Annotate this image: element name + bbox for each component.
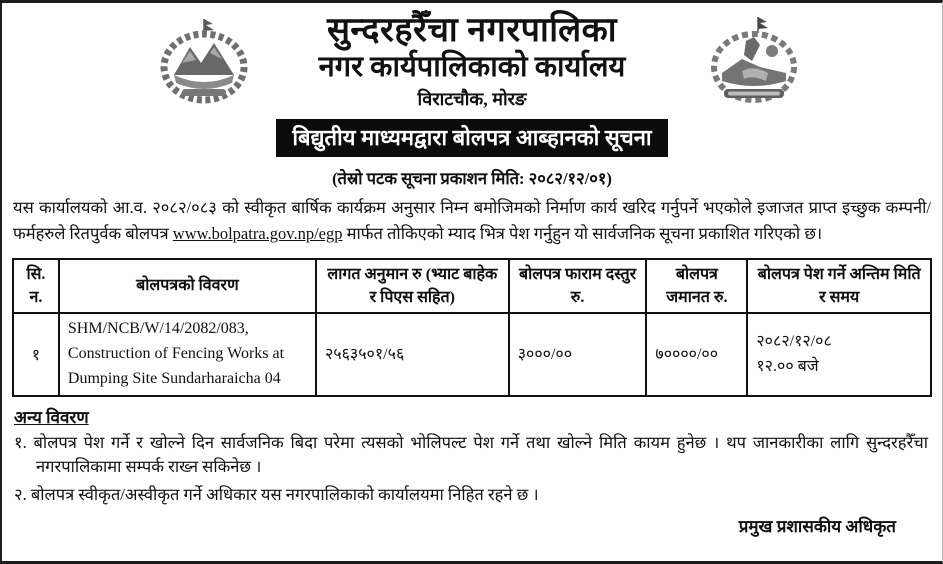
cell-form-fee: ३०००/००	[509, 313, 647, 395]
bid-details-table	[12, 258, 932, 397]
nepal-emblem-icon	[152, 15, 256, 111]
header-cost-estimate: लागत अनुमान रु (भ्याट बाहेक र पिएस सहित)	[316, 259, 509, 313]
cell-bid-bond: ७००००/००	[646, 313, 747, 395]
deadline-time: १२.०० बजे	[756, 358, 819, 376]
table-row	[13, 313, 931, 395]
letterhead	[12, 11, 932, 112]
other-details-item-1: १. बोलपत्र पेश गर्ने र खोल्ने दिन सार्वजनिक बिदा परेमा त्यसको भोलिपल्ट पेश गर्ने तथा खोल्ने मिति कायम हुनेछ । थप जानकारीका लागि सुन्दरहरैँचा नगरपालिकामा सम्पर्क राख्न सकिनेछ ।	[14, 432, 928, 477]
header-bid-description: बोलपत्रको विवरण	[59, 259, 316, 313]
office-address: विराटचौक, मोरङ	[417, 88, 527, 109]
other-details-item-2: २. बोलपत्र स्वीकृत/अस्वीकृत गर्ने अधिकार यस नगरपालिकाको कार्यालयमा निहित रहने छ ।	[14, 485, 539, 505]
header-serial-number: सि. न.	[13, 259, 59, 313]
header-bid-bond: बोलपत्र जमानत रु.	[646, 259, 747, 313]
notice-intro-paragraph	[12, 195, 932, 248]
header-form-fee: बोलपत्र फाराम दस्तुर रु.	[509, 259, 647, 313]
intro-text-after-link: मार्फत तोकिएको म्याद भित्र पेश गर्नुहुन यो सार्वजनिक सूचना प्रकाशित गरिएको छ।	[342, 224, 823, 244]
bolpatra-portal-link[interactable]: www.bolpatra.gov.np/egp	[172, 224, 343, 244]
other-details-heading: अन्य विवरण	[14, 407, 89, 427]
signatory-title: प्रमुख प्रशासकीय अधिकृत	[738, 516, 896, 536]
table-header-row	[13, 259, 931, 313]
deadline-date: २०८२/१२/०८	[756, 332, 832, 350]
publication-date-line: (तेस्रो पटक सूचना प्रकाशन मिति: २०८२/१२/०१)	[332, 169, 612, 189]
cell-serial-number: १	[13, 313, 59, 395]
cell-deadline	[747, 313, 931, 395]
notice-title-banner: बिद्युतीय माध्यमद्वारा बोलपत्र आब्हानको सूचना	[276, 119, 667, 157]
office-name: नगर कार्यपालिकाको कार्यालय	[318, 51, 626, 84]
header-deadline: बोलपत्र पेश गर्ने अन्तिम मिति र समय	[747, 259, 931, 313]
municipality-emblem-icon	[702, 15, 806, 111]
municipality-logo	[702, 15, 806, 116]
intro-text-before-link: यस कार्यालयको आ.व. २०८२/०८३ को स्वीकृत बार्षिक कार्यक्रम अनुसार निम्न बमोजिमको निर्माण कार्य खरिद गर्नुपर्ने भएकोले इजाजत प्राप्त इच्छुक कम्पनी/फर्महरुले रितपुर्वक बोलपत्र	[13, 198, 931, 244]
municipality-name: सुन्दरहरैँचा नगरपालिका	[326, 12, 618, 49]
cell-bid-description: SHM/NCB/W/14/2082/083, Construction of Fencing Works at Dumping Site Sundarharaicha 04	[59, 313, 316, 395]
nepal-emblem-logo	[152, 15, 256, 116]
cell-cost-estimate: २५६३५०१/५६	[316, 313, 509, 395]
